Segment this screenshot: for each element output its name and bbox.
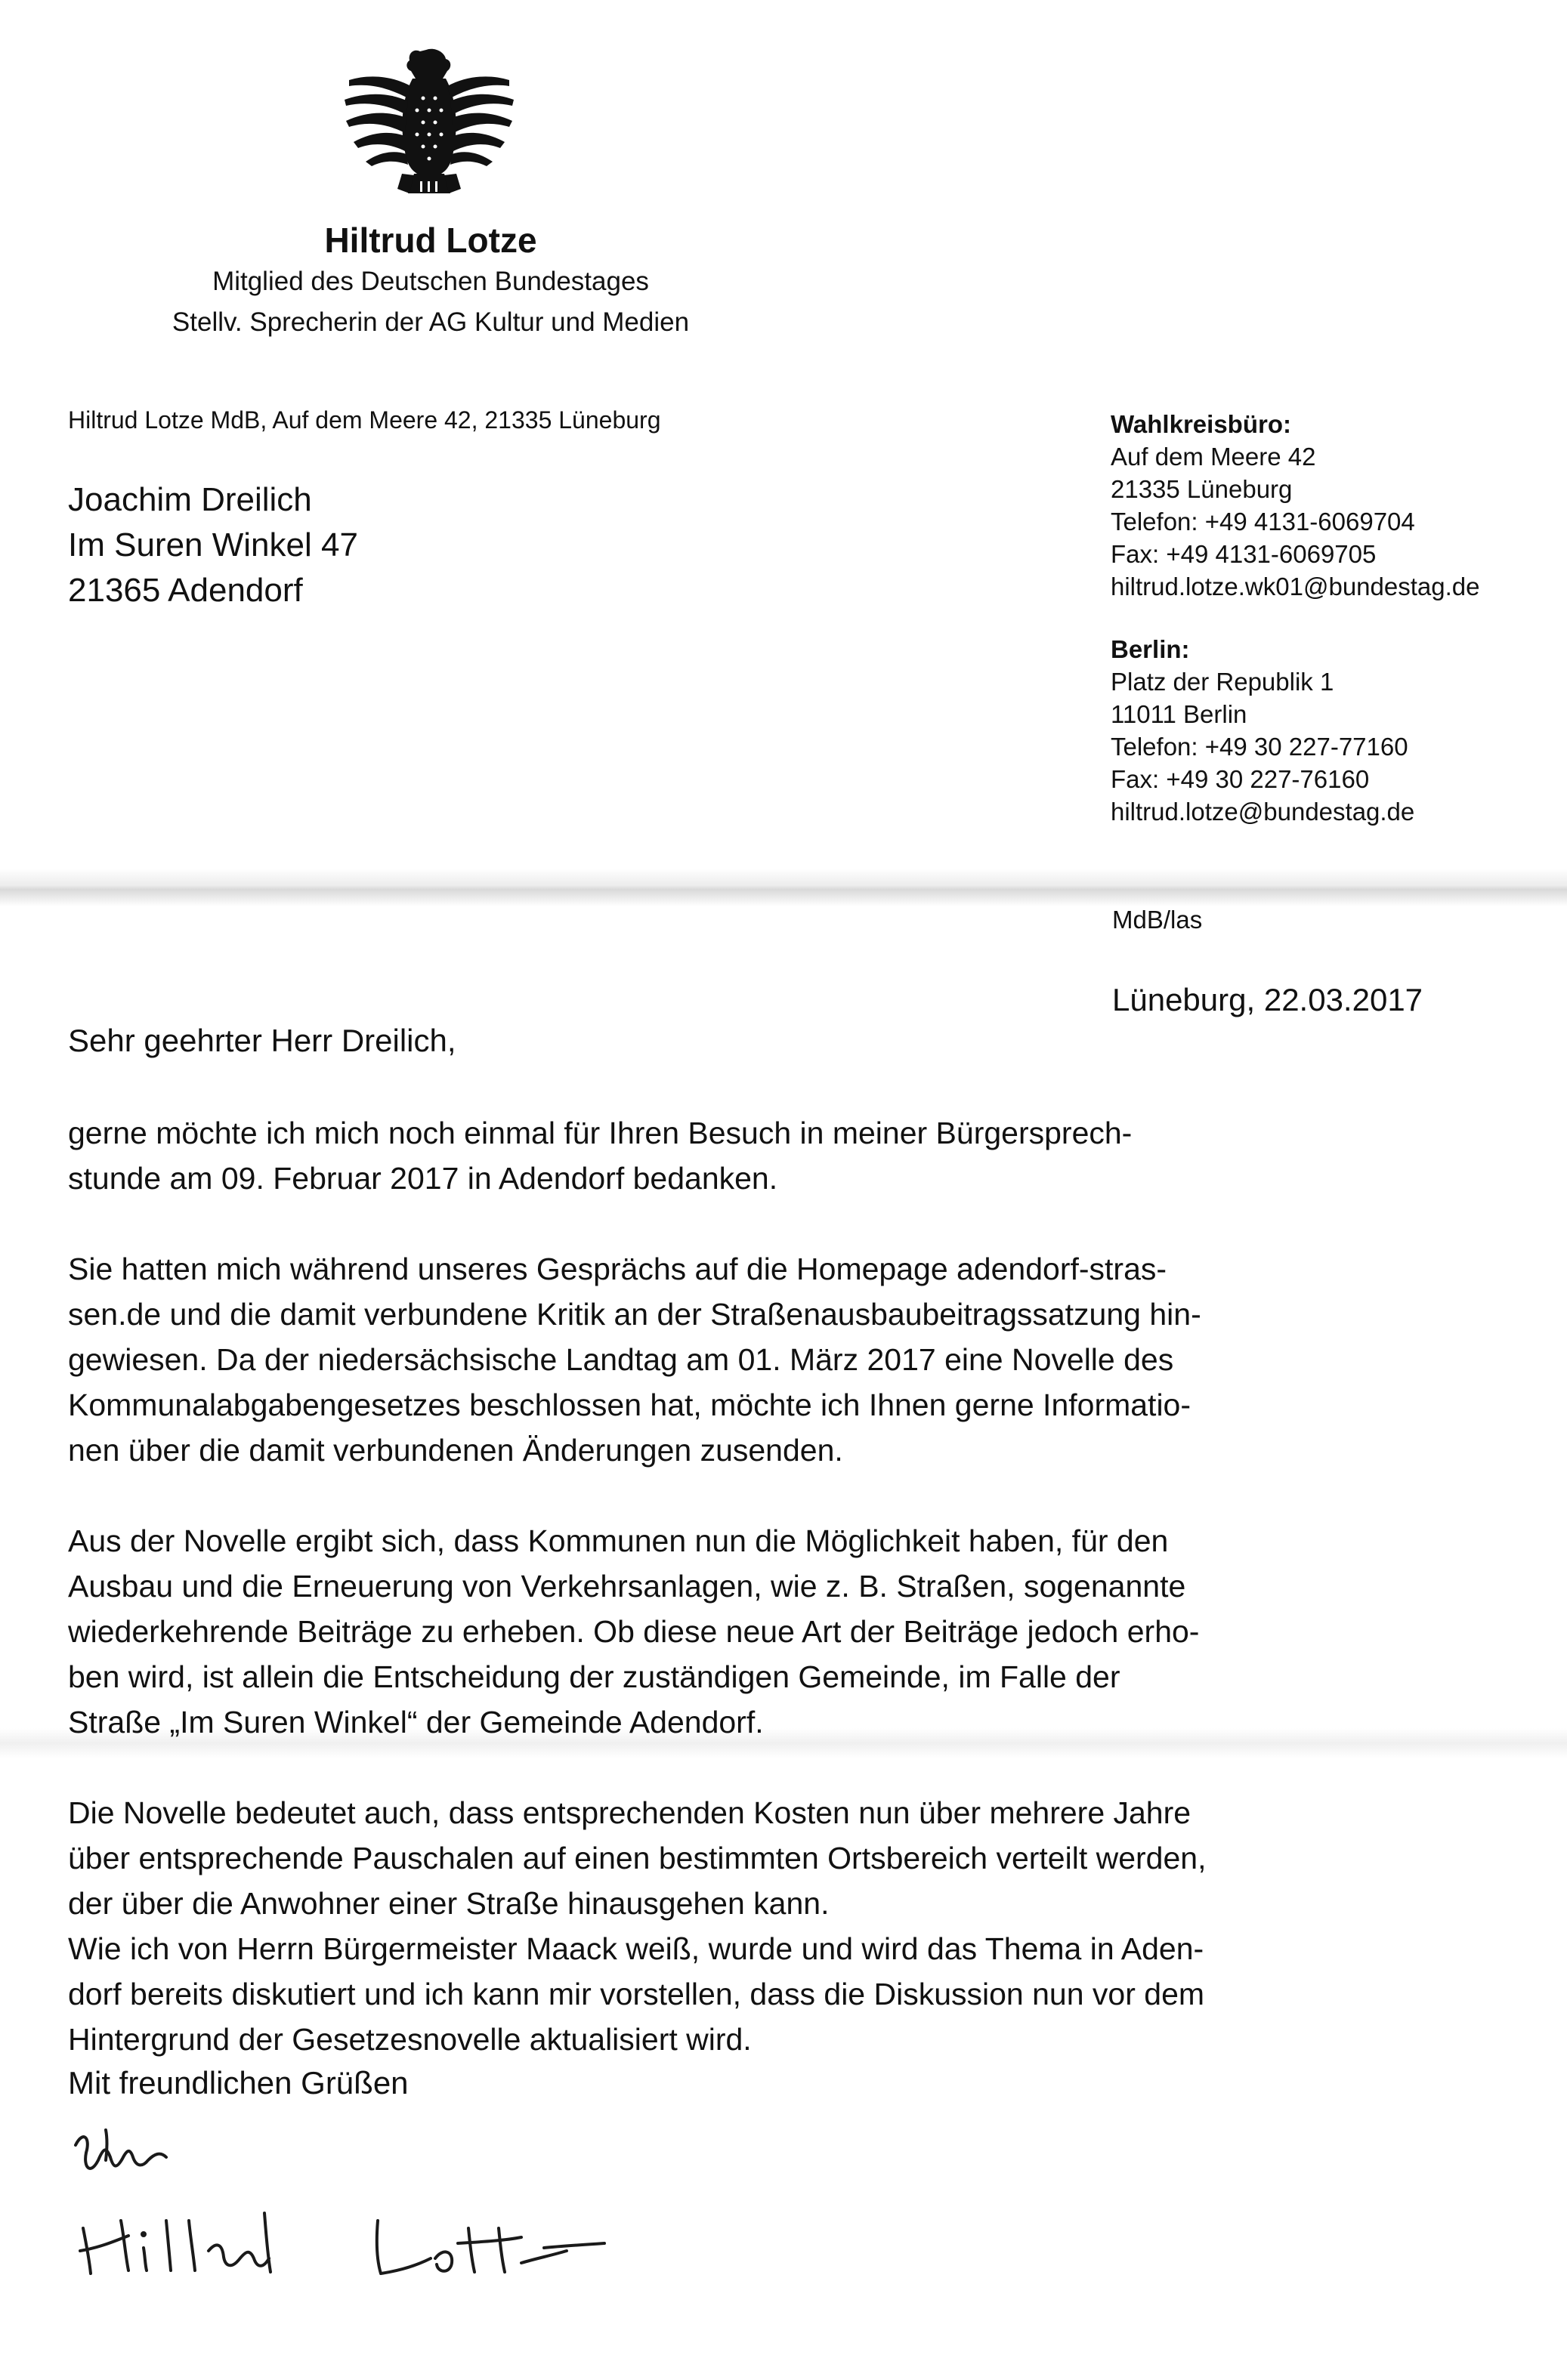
reference-code: MdB/las bbox=[1112, 906, 1203, 934]
recipient-address bbox=[68, 477, 358, 613]
text-line: Aus der Novelle ergibt sich, dass Kommunen nun die Möglichkeit haben, für den bbox=[68, 1523, 1169, 1558]
berlin-email: hiltrud.lotze@bundestag.de bbox=[1111, 798, 1415, 826]
recipient-name: Joachim Dreilich bbox=[68, 481, 312, 518]
sender-name: Hiltrud Lotze bbox=[324, 221, 537, 260]
text-line: stunde am 09. Februar 2017 in Adendorf bedanken. bbox=[68, 1161, 778, 1196]
wahlkreis-phone: Telefon: +49 4131-6069704 bbox=[1111, 508, 1415, 536]
paragraph bbox=[68, 1246, 1504, 1473]
text-line: Hintergrund der Gesetzesnovelle aktualisiert wird. bbox=[68, 2022, 752, 2057]
berlin-phone: Telefon: +49 30 227-77160 bbox=[1111, 733, 1408, 761]
recipient-street: Im Suren Winkel 47 bbox=[68, 526, 358, 563]
salutation: Sehr geehrter Herr Dreilich, bbox=[68, 1023, 456, 1058]
text-line: gerne möchte ich mich noch einmal für Ihren Besuch in meiner Bürgersprech- bbox=[68, 1116, 1133, 1150]
text-line: Ausbau und die Erneuerung von Verkehrsanlagen, wie z. B. Straßen, sogenannte bbox=[68, 1569, 1186, 1604]
letter-body bbox=[68, 1110, 1504, 2062]
wahlkreis-fax: Fax: +49 4131-6069705 bbox=[1111, 540, 1377, 568]
bundestag-eagle-icon bbox=[338, 45, 520, 201]
closing: Mit freundlichen Grüßen bbox=[68, 2065, 409, 2101]
letterhead bbox=[128, 219, 733, 343]
text-line: Wie ich von Herrn Bürgermeister Maack weiß, wurde und wird das Thema in Aden- bbox=[68, 1931, 1204, 1966]
text-line: sen.de und die damit verbundene Kritik an der Straßenausbaubeitragssatzung hin- bbox=[68, 1297, 1201, 1332]
berlin-office bbox=[1111, 633, 1556, 828]
text-line: dorf bereits diskutiert und ich kann mir vorstellen, dass die Diskussion nun vor dem bbox=[68, 1977, 1205, 2011]
paper-fold bbox=[0, 869, 1567, 906]
return-address: Hiltrud Lotze MdB, Auf dem Meere 42, 21335 Lüneburg bbox=[68, 406, 661, 434]
berlin-city: 11011 Berlin bbox=[1111, 700, 1247, 728]
text-line: ben wird, ist allein die Entscheidung der zuständigen Gemeinde, im Falle der bbox=[68, 1659, 1120, 1694]
sender-role: Stellv. Sprecherin der AG Kultur und Medien bbox=[172, 307, 690, 337]
text-line: der über die Anwohner einer Straße hinausgehen kann. bbox=[68, 1886, 830, 1921]
paragraph bbox=[68, 1518, 1504, 1745]
sender-title: Mitglied des Deutschen Bundestages bbox=[212, 267, 649, 296]
handwritten-signature bbox=[60, 2115, 680, 2304]
berlin-fax: Fax: +49 30 227-76160 bbox=[1111, 765, 1370, 793]
berlin-heading: Berlin: bbox=[1111, 635, 1190, 663]
wahlkreis-city: 21335 Lüneburg bbox=[1111, 475, 1293, 503]
paragraph bbox=[68, 1110, 1504, 1201]
recipient-city: 21365 Adendorf bbox=[68, 572, 303, 609]
text-line: gewiesen. Da der niedersächsische Landtag am 01. März 2017 eine Novelle des bbox=[68, 1342, 1174, 1377]
berlin-street: Platz der Republik 1 bbox=[1111, 668, 1334, 696]
text-line: nen über die damit verbundenen Änderungen zusenden. bbox=[68, 1433, 843, 1468]
text-line: Sie hatten mich während unseres Gesprächs auf die Homepage adendorf-stras- bbox=[68, 1252, 1167, 1286]
text-line: Die Novelle bedeutet auch, dass entsprechenden Kosten nun über mehrere Jahre bbox=[68, 1795, 1191, 1830]
letter-date: Lüneburg, 22.03.2017 bbox=[1112, 982, 1423, 1017]
text-line: über entsprechende Pauschalen auf einen bestimmten Ortsbereich verteilt werden, bbox=[68, 1841, 1207, 1875]
wahlkreis-street: Auf dem Meere 42 bbox=[1111, 443, 1316, 471]
wahlkreis-email: hiltrud.lotze.wk01@bundestag.de bbox=[1111, 573, 1480, 600]
wahlkreis-heading: Wahlkreisbüro: bbox=[1111, 410, 1291, 438]
contact-info bbox=[1111, 408, 1556, 858]
text-line: Straße „Im Suren Winkel“ der Gemeinde Adendorf. bbox=[68, 1705, 764, 1739]
paragraph bbox=[68, 1790, 1504, 2062]
text-line: wiederkehrende Beiträge zu erheben. Ob diese neue Art der Beiträge jedoch erho- bbox=[68, 1614, 1200, 1649]
text-line: Kommunalabgabengesetzes beschlossen hat, möchte ich Ihnen gerne Informatio- bbox=[68, 1388, 1191, 1422]
wahlkreis-office bbox=[1111, 408, 1556, 603]
